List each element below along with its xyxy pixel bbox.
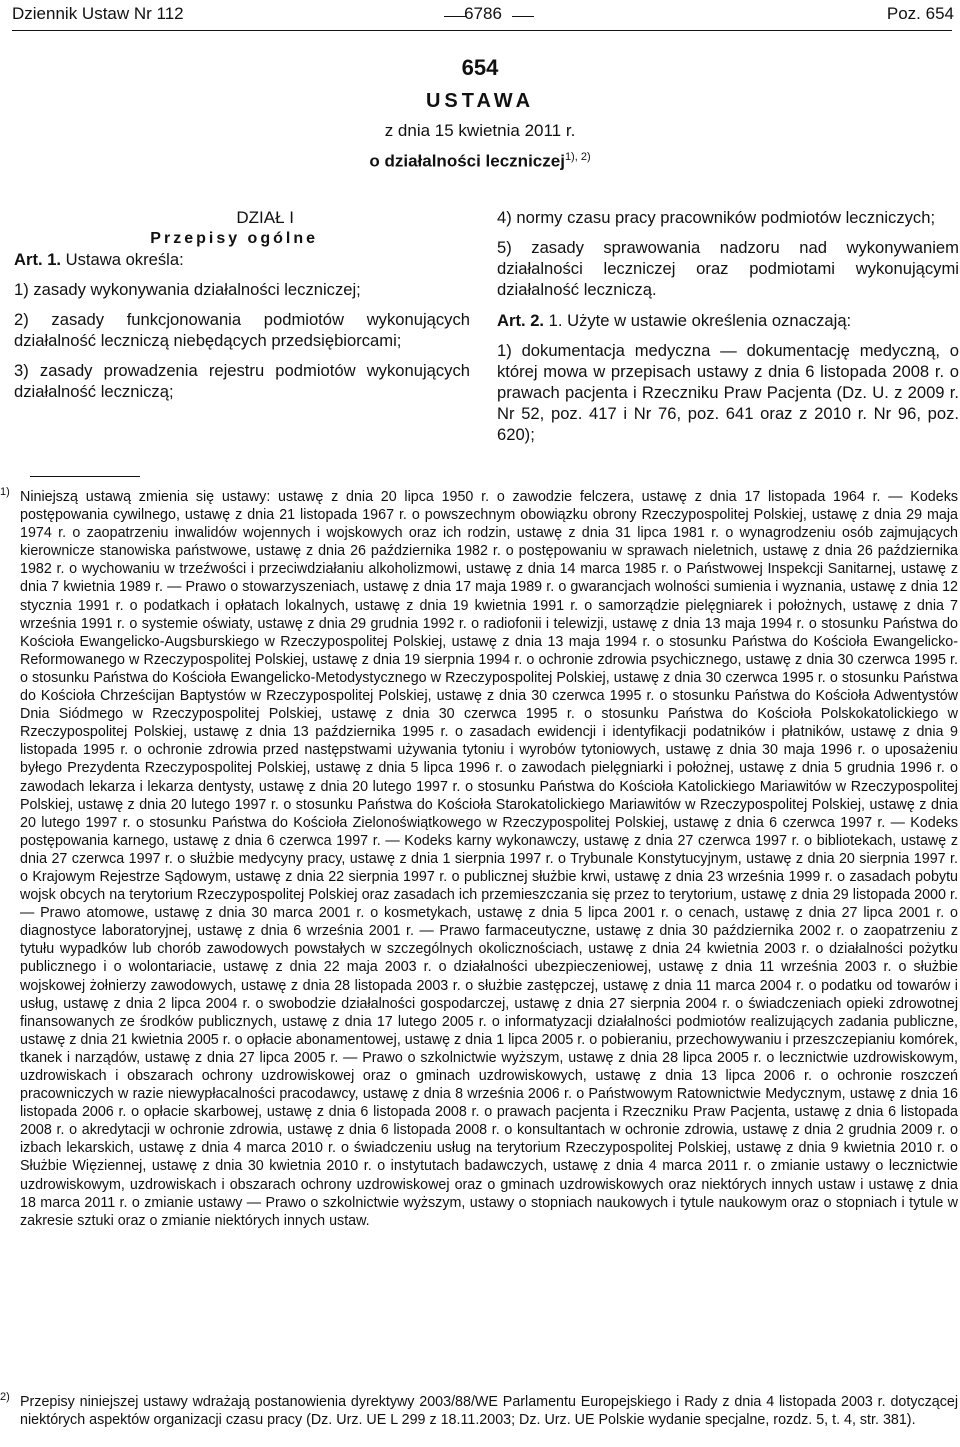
act-title-block — [0, 54, 960, 172]
act-subject-text: o działalności leczniczej — [369, 151, 565, 171]
position-heading: 654 — [461, 55, 499, 80]
article-1-text: Ustawa określa: — [61, 250, 184, 269]
article-2-text: 1. Użyte w ustawie określenia oznaczają: — [544, 311, 852, 330]
division-heading: DZIAŁ I — [236, 208, 294, 227]
act-type: USTAWA — [425, 90, 535, 112]
footnote-1-text: Niniejszą ustawą zmienia się ustawy: ustawę z dnia 20 lipca 1950 r. o zawodzie felczera, ustawę z dnia 17 listopada 1964 r. — Kodeks postępowania cywilnego, ustawę z dnia 21 listopada 1967 r. o powszechnym obowiązku obrony Rzeczypospolitej Polskiej, ustawę z dnia 29 maja 1974 r. o zaopatrzeniu inwalidów wojennych i wojskowych oraz ich rodzin, ustawę z dnia 31 lipca 1981 r. o wynagrodzeniu osób zajmujących kierownicze stanowiska państwowe, ustawę z dnia 26 października 1982 r. o postępowaniu w sprawach nieletnich, ustawę z dnia 26 października 1982 r. o wychowaniu w trzeźwości i przeciwdziałaniu alkoholizmowi, ustawę z dnia 14 marca 1985 r. o Państwowej Inspekcji Sanitarnej, ustawę z dnia 7 kwietnia 1989 r. — Prawo o stowarzyszeniach, ustawę z dnia 17 maja 1989 r. o gwarancjach wolności sumienia i wyznania, ustawę z dnia 12 stycznia 1991 r. o podatkach i opłatach lokalnych, ustawę z dnia 19 kwietnia 1991 r. o samorządzie pielęgniarek i położnych, ustawę z dnia 7 września 1991 r. o systemie oświaty, ustawę z dnia 29 grudnia 1992 r. o radiofonii i telewizji, ustawę z dnia 13 maja 1994 r. o stosunku Państwa do Kościoła Ewangelicko-Augsburskiego w Rzeczypospolitej Polskiej, ustawę z dnia 13 maja 1994 r. o stosunku Państwa do Kościoła Ewangelicko-Reformowanego w Rzeczypospolitej Polskiej, ustawę z dnia 19 sierpnia 1994 r. o ochronie zdrowia psychicznego, ustawę z dnia 30 czerwca 1995 r. o stosunku Państwa do Kościoła Ewangelicko-Metodystycznego w Rzeczypospolitej Polskiej, ustawę z dnia 30 czerwca 1995 r. o stosunku Państwa do Kościoła Chrześcijan Baptystów w Rzeczypospolitej Polskiej, ustawę z dnia 30 czerwca 1995 r. o stosunku Państwa do Kościoła Adwentystów Dnia Siódmego w Rzeczypospolitej Polskiej, ustawę z dnia 30 czerwca 1995 r. o stosunku Państwa do Kościoła Polskokatolickiego w Rzeczypospolitej Polskiej, ustawę z dnia 13 października 1995 r. o zasadach ewidencji i identyfikacji podatników i płatników, ustawę z dnia 9 listopada 1995 r. o ochronie zdrowia przed następstwami używania tytoniu i wyrobów tytoniowych, ustawę z dnia 30 maja 1996 r. o uposażeniu byłego Prezydenta Rzeczypospolitej Polskiej, ustawę z dnia 5 lipca 1996 r. o zawodach pielęgniarki i położnej, ustawę z dnia 5 grudnia 1996 r. o zawodach lekarza i lekarza dentysty, ustawę z dnia 20 lutego 1997 r. o stosunku Państwa do Kościoła Katolickiego Mariawitów w Rzeczypospolitej Polskiej, ustawę z dnia 20 lutego 1997 r. o stosunku Państwa do Kościoła Starokatolickiego Mariawitów w Rzeczypospolitej Polskiej, ustawę z dnia 20 lutego 1997 r. o stosunku Państwa do Kościoła Zielonoświątkowego w Rzeczypospolitej Polskiej, ustawę z dnia 6 czerwca 1997 r. — Kodeks postępowania karnego, ustawę z dnia 6 czerwca 1997 r. — Kodeks karny wykonawczy, ustawę z dnia 27 czerwca 1997 r. o bibliotekach, ustawę z dnia 27 czerwca 1997 r. o służbie medycyny pracy, ustawę z dnia 1 sierpnia 1997 r. o Trybunale Konstytucyjnym, ustawę z dnia 20 sierpnia 1997 r. o Krajowym Rejestrze Sądowym, ustawę z dnia 22 sierpnia 1997 r. o publicznej służbie krwi, ustawę z dnia 23 września 1999 r. o zasadach pobytu wojsk obcych na terytorium Rzeczypospolitej Polskiej oraz zasadach ich przemieszczania się przez to terytorium, ustawę z dnia 29 listopada 2000 r. — Prawo atomowe, ustawę z dnia 30 marca 2001 r. o kosmetykach, ustawę z dnia 5 lipca 2001 r. o cenach, ustawę z dnia 27 lipca 2001 r. o diagnostyce laboratoryjnej, ustawę z dnia 6 września 2001 r. — Prawo farmaceutyczne, ustawę z dnia 30 października 2002 r. o zaopatrzeniu z tytułu wypadków lub chorób zawodowych powstałych w szczególnych okolicznościach, ustawę z dnia 24 kwietnia 2003 r. o działalności pożytku publicznego i o wolontariacie, ustawę z dnia 22 maja 2003 r. o działalności ubezpieczeniowej, ustawę z dnia 11 września 2003 r. o służbie wojskowej żołnierzy zawodowych, ustawę z dnia 28 listopada 2003 r. o służbie zastępczej, ustawę z dnia 11 marca 2004 r. o podatku od towarów i usług, ustawę z dnia 2 lipca 2004 r. o swobodzie działalności gospodarczej, ustawę z dnia 27 sierpnia 2004 r. o świadczeniach opieki zdrowotnej finansowanych ze środków publicznych, ustawę z dnia 17 lutego 2005 r. o informatyzacji działalności podmiotów realizujących zadania publiczne, ustawę z dnia 21 kwietnia 2005 r. o opłacie abonamentowej, ustawę z dnia 1 lipca 2005 r. o pobieraniu, przechowywaniu i przeszczepianiu komórek, tkanek i narządów, ustawę z dnia 27 lipca 2005 r. — Prawo o szkolnictwie wyższym, ustawę z dnia 28 lipca 2005 r. o lecznictwie uzdrowiskowym, uzdrowiskach i obszarach ochrony uzdrowiskowej oraz o gminach uzdrowiskowych, ustawę z dnia 13 lipca 2006 r. o ochronie roszczeń pracowniczych w razie niewypłacalności pracodawcy, ustawę z dnia 8 września 2006 r. o Państwowym Ratownictwie Medycznym, ustawę z dnia 16 listopada 2006 r. o opłacie skarbowej, ustawę z dnia 6 listopada 2008 r. o prawach pacjenta i Rzeczniku Praw Pacjenta, ustawę z dnia 6 listopada 2008 r. o akredytacji w ochronie zdrowia, ustawę z dnia 6 listopada 2008 r. o konsultantach w ochronie zdrowia, ustawę z dnia 2 grudnia 2009 r. o izbach lekarskich, ustawę z dnia 4 marca 2010 r. o świadczeniu usług na terytorium Rzeczypospolitej Polskiej, ustawę z dnia 9 kwietnia 2010 r. o Służbie Więziennej, ustawę z dnia 30 kwietnia 2010 r. o instytutach badawczych, ustawę z dnia 4 marca 2011 r. o zmianie ustawy o lecznictwie uzdrowiskowym, uzdrowiskach i obszarach ochrony uzdrowiskowej oraz o gminach uzdrowiskowych oraz niektórych innych ustaw i ustawę z dnia 18 marca 2011 r. o zmianie ustawy — Prawo o szkolnictwie wyższym, ustawy o stopniach naukowych i tytule naukowym oraz o stopniach i tytule w zakresie sztuki oraz o zmianie niektórych innych ustaw. — [20, 489, 958, 1229]
article-1-label: Art. 1. — [14, 250, 62, 269]
article-1-point-4: 4) normy czasu pracy pracowników podmiotów leczniczych; — [497, 208, 936, 227]
footnote-refs: 1), 2) — [564, 151, 591, 163]
act-date: z dnia 15 kwietnia 2011 r. — [384, 121, 576, 140]
article-1 — [14, 249, 470, 270]
article-2-label: Art. 2. — [497, 311, 545, 330]
act-subject — [0, 151, 960, 172]
article-1-point-3: 3) zasady prowadzenia rejestru podmiotów wykonujących działalność leczniczą; — [14, 361, 470, 401]
footnote-1 — [0, 486, 958, 1230]
footnote-2-mark: 2) — [0, 1391, 10, 1403]
article-1-point-2: 2) zasady funkcjonowania podmiotów wykonujących działalność leczniczą niebędących przedsiębiorcami; — [14, 310, 470, 350]
page-number: 6786 — [464, 4, 502, 23]
left-column — [14, 207, 470, 402]
journal-title: Dziennik Ustaw Nr 112 — [12, 4, 184, 23]
position-number: Poz. 654 — [886, 4, 954, 23]
right-column — [497, 207, 959, 445]
article-2 — [497, 310, 959, 331]
footnote-2-text: Przepisy niniejszej ustawy wdrażają postanowienia dyrektywy 2003/88/WE Parlamentu Europejskiego i Rady z dnia 4 listopada 2003 r. dotyczącej niektórych aspektów organizacji czasu pracy (Dz. Urz. UE L 299 z 18.11.2003; Dz. Urz. UE Polskie wydanie specjalne, rozdz. 5, t. 4, str. 381). — [20, 1394, 958, 1429]
article-1-point-5: 5) zasady sprawowania nadzoru nad wykonywaniem działalności leczniczej oraz podmiotami wykonującymi działalność leczniczą. — [497, 238, 959, 299]
chapter-heading: Przepisy ogólne — [150, 230, 318, 247]
dash-right — [512, 16, 534, 17]
header-rule — [12, 30, 952, 31]
footnote-2 — [0, 1391, 958, 1429]
article-2-definition-1: 1) dokumentacja medyczna — dokumentację medyczną, o której mowa w przepisach ustawy z dnia 6 listopada 2008 r. o prawach pacjenta i Rzeczniku Praw Pacjenta (Dz. U. z 2009 r. Nr 52, poz. 417 i Nr 76, poz. 641 oraz z 2010 r. Nr 96, poz. 620); — [497, 341, 959, 444]
footnote-rule — [30, 476, 140, 477]
article-1-point-1: 1) zasady wykonywania działalności leczniczej; — [14, 280, 361, 299]
footnote-1-mark: 1) — [0, 486, 10, 498]
